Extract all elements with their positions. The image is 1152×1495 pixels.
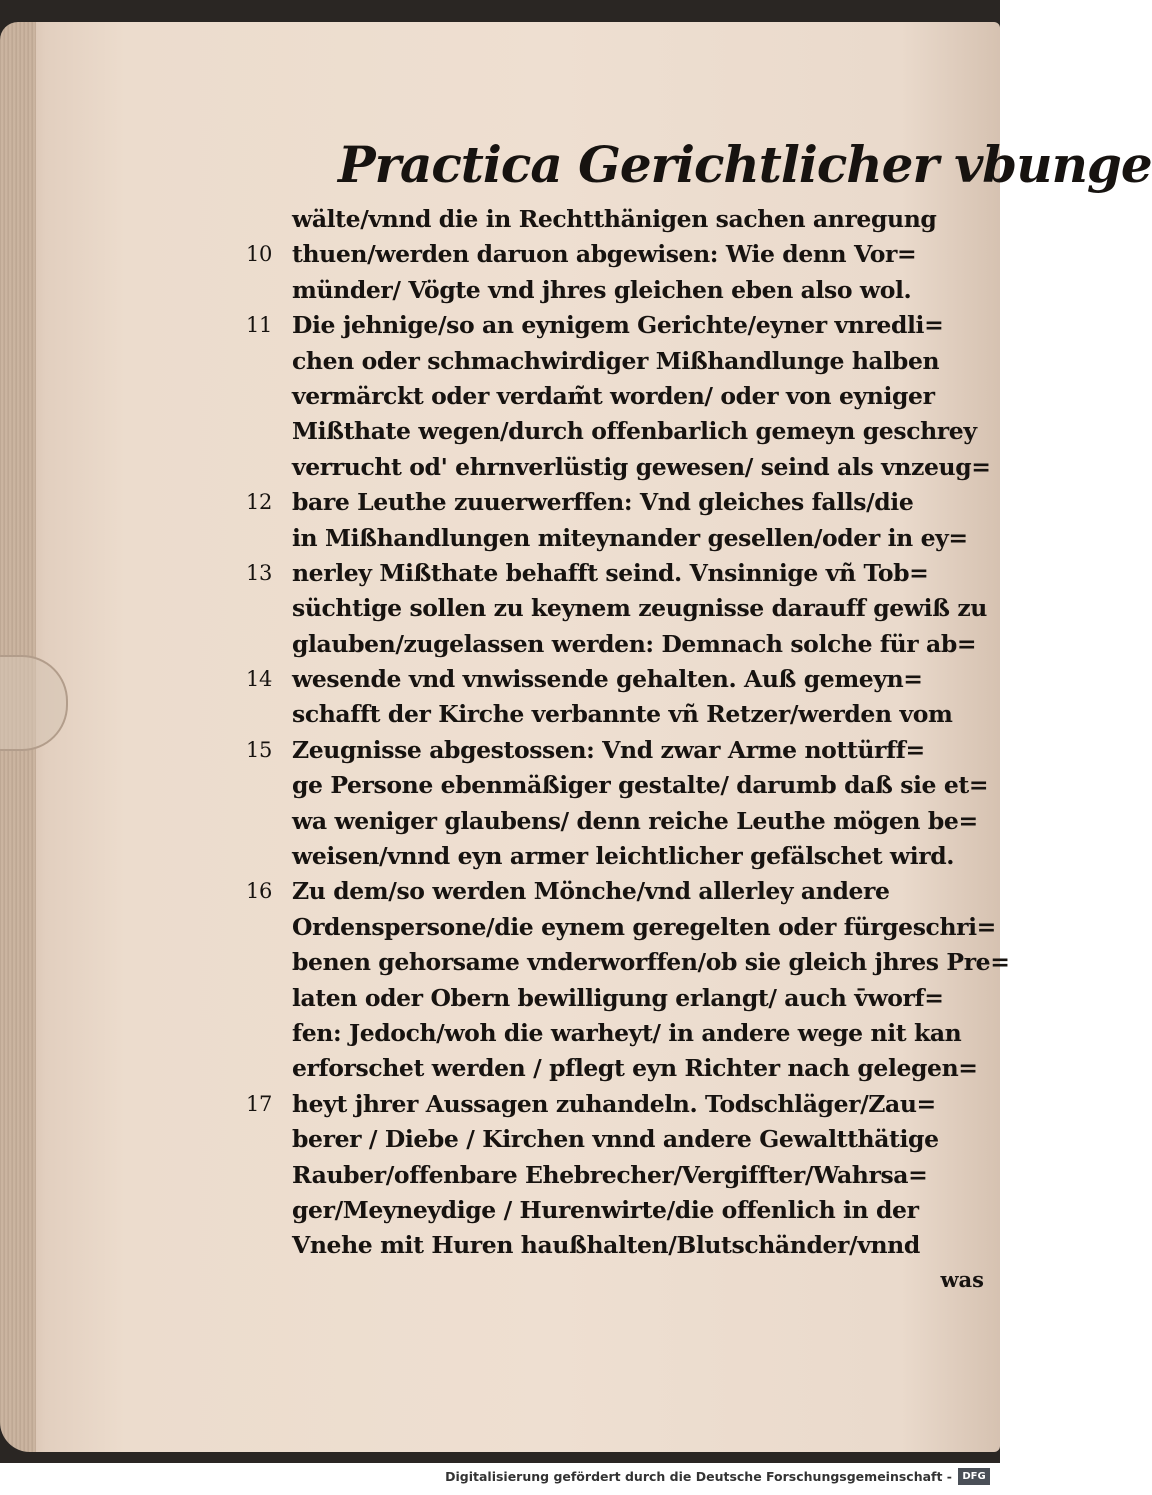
line-text: erforschet werden / pflegt eyn Richter nach gelegen= [292, 1054, 978, 1083]
line-text: weisen/vnnd eyn armer leichtlicher gefälschet wird. [292, 842, 955, 871]
text-line [246, 1122, 988, 1157]
line-text: nerley Mißthate behafft seind. Vnsinnige vñ Tob= [292, 558, 929, 587]
text-line [246, 273, 988, 308]
line-text: Rauber/offenbare Ehebrecher/Vergiffter/Wahrsa= [292, 1160, 928, 1189]
text-line [246, 1193, 988, 1228]
text-line [246, 804, 988, 839]
line-number: 11 [246, 313, 272, 338]
line-number: 14 [246, 667, 272, 692]
catchword: was [940, 1266, 984, 1292]
text-line [246, 697, 988, 732]
text-line [246, 662, 988, 697]
line-number: 13 [246, 560, 272, 585]
line-number: 10 [246, 242, 272, 267]
line-text: süchtige sollen zu keynem zeugnisse darauff gewiß zu [292, 594, 987, 623]
footer-bar [0, 1463, 1000, 1495]
line-text: verrucht od' ehrnverlüstig gewesen/ seind als vnzeug= [292, 452, 991, 481]
text-line [246, 1051, 988, 1086]
line-text: wa weniger glaubens/ denn reiche Leuthe mögen be= [292, 806, 978, 835]
line-text: Zu dem/so werden Mönche/vnd allerley andere [292, 877, 890, 906]
line-text: ger/Meyneydige / Hurenwirte/die offenlich in der [292, 1195, 919, 1224]
text-line [246, 202, 988, 237]
dfg-logo: DFG [958, 1468, 990, 1485]
line-text: glauben/zugelassen werden: Demnach solche für ab= [292, 629, 977, 658]
text-line [246, 1158, 988, 1193]
line-text: in Mißhandlungen miteynander gesellen/oder in ey= [292, 523, 968, 552]
line-text: wälte/vnnd die in Rechtthänigen sachen anregung [292, 205, 937, 233]
text-line [246, 308, 988, 343]
line-text: laten oder Obern bewilligung erlangt/ auch v̄worf= [292, 983, 944, 1012]
body-text [246, 202, 1010, 1264]
line-text: thuen/werden daruon abgewisen: Wie denn Vor= [292, 240, 917, 269]
text-line [246, 414, 988, 449]
text-line [246, 485, 988, 520]
line-text: berer / Diebe / Kirchen vnnd andere Gewaltthätige [292, 1125, 939, 1154]
text-line [246, 874, 988, 909]
line-number: 15 [246, 737, 272, 762]
line-text: münder/ Vögte vnd jhres gleichen eben also wol. [292, 275, 912, 304]
text-line [246, 556, 988, 591]
text-line [246, 733, 988, 768]
line-number: 17 [246, 1091, 272, 1116]
line-text: vermärckt oder verdam̃t worden/ oder von eyniger [292, 381, 935, 410]
line-text: chen oder schmachwirdiger Mißhandlunge halben [292, 346, 940, 375]
dfg-credit: Digitalisierung gefördert durch die Deutsche Forschungsgemeinschaft - [445, 1469, 952, 1484]
running-header: Practica Gerichtlicher vbunge [338, 135, 1152, 194]
line-text: ge Persone ebenmäßiger gestalte/ darumb daß sie et= [292, 771, 989, 800]
line-text: Mißthate wegen/durch offenbarlich gemeyn geschrey [292, 417, 977, 446]
text-line [246, 1228, 988, 1263]
line-text: Zeugnisse abgestossen: Vnd zwar Arme nottürff= [292, 735, 925, 764]
text-line [246, 237, 988, 272]
line-text: schafft der Kirche verbannte vñ Retzer/werden vom [292, 700, 953, 729]
text-line [246, 591, 988, 626]
text-line [246, 768, 988, 803]
text-line [246, 1087, 988, 1122]
line-text: Ordenspersone/die eynem geregelten oder fürgeschri= [292, 912, 996, 941]
line-number: 16 [246, 879, 272, 904]
line-text: heyt jhrer Aussagen zuhandeln. Todschläger/Zau= [292, 1089, 936, 1118]
text-line [246, 627, 988, 662]
line-text: Vnehe mit Huren haußhalten/Blutschänder/vnnd [292, 1231, 920, 1260]
text-line [246, 945, 1010, 980]
text-block [246, 135, 1152, 1296]
text-line [246, 521, 988, 556]
line-text: benen gehorsame vnderworffen/ob sie gleich jhres Pre= [292, 948, 1010, 977]
line-text: Die jehnige/so an eynigem Gerichte/eyner vnredli= [292, 311, 944, 340]
text-line [246, 839, 988, 874]
text-line [246, 981, 988, 1016]
line-text: wesende vnd vnwissende gehalten. Auß gemeyn= [292, 665, 923, 694]
line-number: 12 [246, 490, 272, 515]
text-line [246, 379, 988, 414]
text-line [246, 1016, 988, 1051]
line-text: fen: Jedoch/woh die warheyt/ in andere wege nit kan [292, 1018, 962, 1047]
text-line [246, 450, 991, 485]
text-line [246, 910, 996, 945]
line-text: bare Leuthe zuuerwerffen: Vnd gleiches falls/die [292, 488, 914, 517]
text-line [246, 344, 988, 379]
